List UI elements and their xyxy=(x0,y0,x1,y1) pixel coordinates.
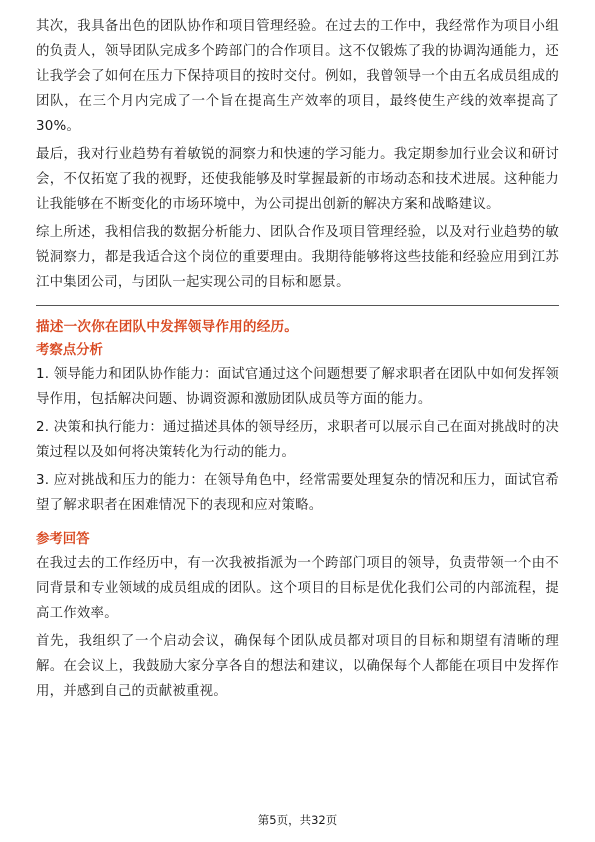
analysis-item: 1. 领导能力和团队协作能力：面试官通过这个问题想要了解求职者在团队中如何发挥领导作用，包括解决问题、协调资源和激励团队成员等方面的能力。 xyxy=(36,367,559,407)
analysis-title: 考察点分析 xyxy=(36,343,103,358)
section-divider xyxy=(36,305,559,306)
answer-paragraph: 在我过去的工作经历中，有一次我被指派为一个跨部门项目的领导，负责带领一个由不同背景和专业领域的成员组成的团队。这个项目的目标是优化我们公司的内部流程，提高工作效率。 xyxy=(36,556,559,621)
paragraph-summary: 综上所述，我相信我的数据分析能力、团队合作及项目管理经验，以及对行业趋势的敏锐洞察力，都是我适合这个岗位的重要理由。我期待能够将这些技能和经验应用到江苏江中集团公司，与团队一起实现公司的目标和愿景。 xyxy=(36,225,559,290)
question-heading: 描述一次你在团队中发挥领导作用的经历。 xyxy=(36,319,299,335)
paragraph-industry-insight: 最后，我对行业趋势有着敏锐的洞察力和快速的学习能力。我定期参加行业会议和研讨会，不仅拓宽了我的视野，还使我能够及时掌握最新的市场动态和技术进展。这种能力让我能够在不断变化的市场环境中，为公司提出创新的解决方案和战略建议。 xyxy=(36,147,559,212)
paragraph-teamwork-experience: 其次，我具备出色的团队协作和项目管理经验。在过去的工作中，我经常作为项目小组的负责人，领导团队完成多个跨部门的合作项目。这不仅锻炼了我的协调沟通能力，还让我学会了如何在压力下保持项目的按时交付。例如，我曾领导一个由五名成员组成的团队，在三个月内完成了一个旨在提高生产效率的项目，最终使生产线的效率提高了30%。 xyxy=(36,19,559,134)
answer-title: 参考回答 xyxy=(36,532,90,547)
section-gap xyxy=(36,521,559,529)
answer-paragraph: 首先，我组织了一个启动会议，确保每个团队成员都对项目的目标和期望有清晰的理解。在会议上，我鼓励大家分享各自的想法和建议，以确保每个人都能在项目中发挥作用，并感到自己的贡献被重视。 xyxy=(36,634,559,699)
analysis-item: 2. 决策和执行能力：通过描述具体的领导经历，求职者可以展示自己在面对挑战时的决策过程以及如何将决策转化为行动的能力。 xyxy=(36,420,559,460)
analysis-item: 3. 应对挑战和压力的能力：在领导角色中，经常需要处理复杂的情况和压力，面试官希望了解求职者在困难情况下的表现和应对策略。 xyxy=(36,473,559,513)
page-number: 第5页，共32页 xyxy=(257,813,338,827)
document-page xyxy=(36,14,559,707)
